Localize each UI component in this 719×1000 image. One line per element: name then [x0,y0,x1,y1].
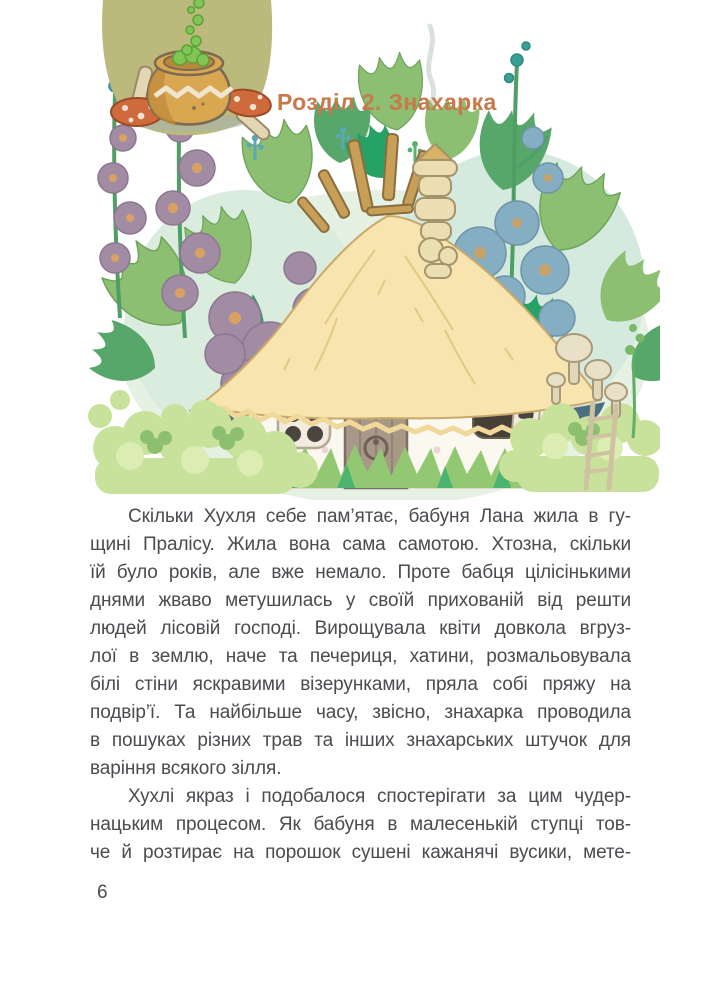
text-line: нацьким процесом. Як бабуня в малесенькій ступці тов- [90,814,631,835]
text-line: Скільки Хухля себе пам’ятає, бабуня Лана жила в гу- [128,506,631,527]
text-line: днями жваво метушилась у своїй прихованій від решти [90,590,631,611]
page-number: 6 [97,882,108,903]
chapter-title: Розділ 2. Знахарка [277,89,497,115]
text-line: білі стіни яскравими візерунками, пряла собі пряжу на [90,674,631,695]
text-line: в пошуках різних трав та інших знахарських штучок для [90,730,631,751]
text-line: щині Пралісу. Жила вона сама самотою. Хтозна, скільки [90,534,631,555]
text-line: варіння всякого зілля. [90,758,282,779]
text-line: Хухлі якраз і подобалося спостерігати за цим чудер- [128,786,631,807]
text-line: подвір’ї. Та найбільше часу, звісно, знахарка проводила [90,702,631,723]
text-line: че й розтирає на порошок сушені кажанячі вусики, мете- [90,842,631,863]
body-text [90,503,631,867]
paragraph [90,783,631,867]
text-line: їй було років, але вже немало. Проте бабця цілісінькими [90,562,631,583]
text-line: лої в землю, наче та печериця, хатини, розмальовувала [90,646,631,667]
text-line: людей лісовій господі. Вирощувала квіти довкола вгруз- [90,618,631,639]
paragraph [90,503,631,783]
cauldron-icon [95,0,280,160]
